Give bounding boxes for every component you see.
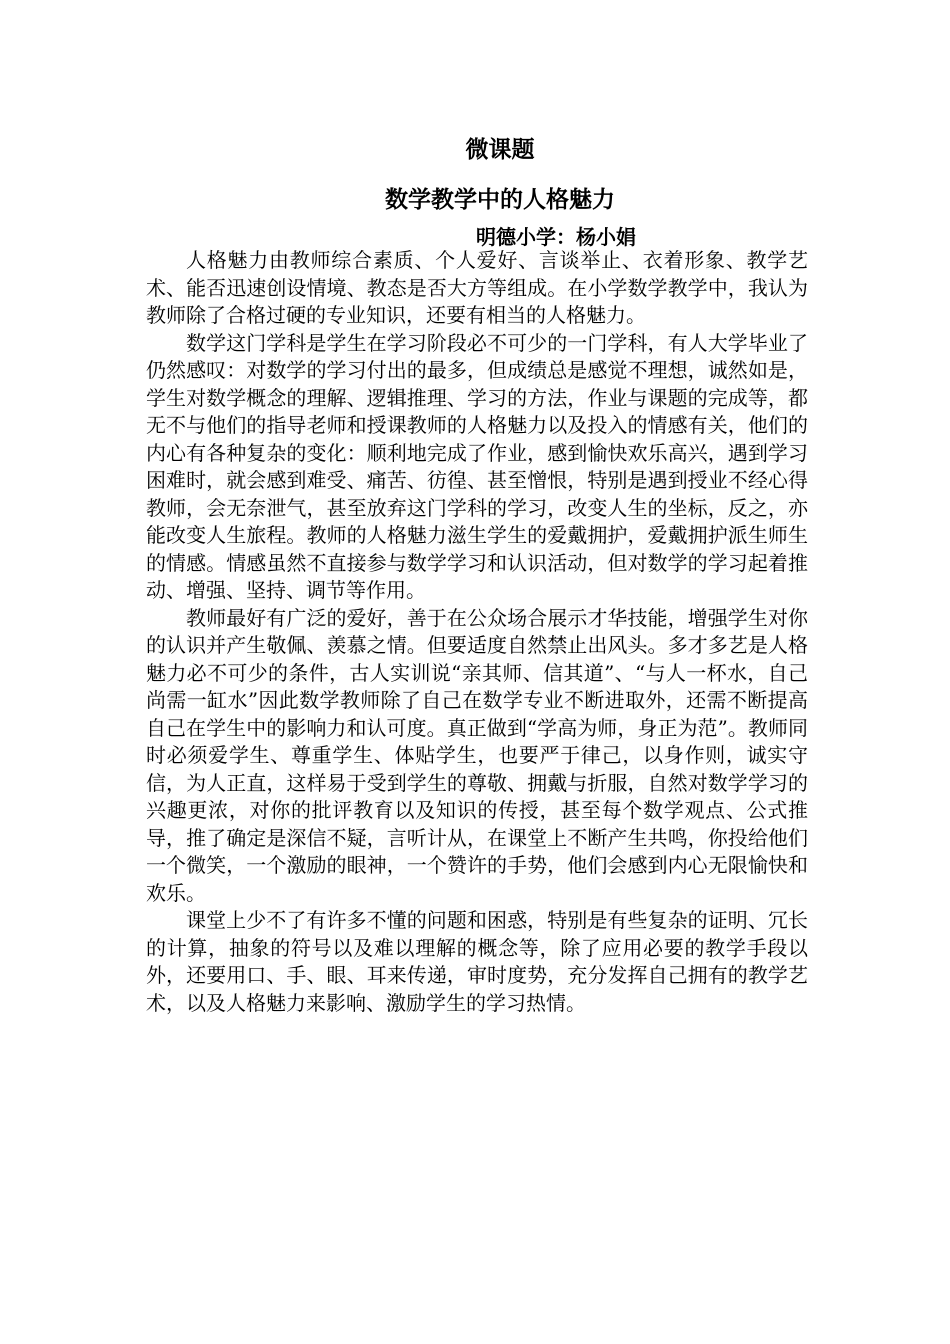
body-paragraph: 人格魅力由教师综合素质、个人爱好、言谈举止、衣着形象、教学艺术、能否迅速创设情境、教态是否大方等组成。在小学数学教学中，我认为教师除了合格过硬的专业知识，还要有相当的人格魅力。 [146, 248, 808, 327]
document-title: 微课题 [465, 136, 535, 163]
document-author: 明德小学：杨小娟 [476, 225, 636, 249]
document-body [146, 247, 808, 1017]
body-paragraph: 数学这门学科是学生在学习阶段必不可少的一门学科，有人大学毕业了仍然感叹：对数学的学习付出的最多，但成绩总是感觉不理想，诚然如是，学生对数学概念的理解、逻辑推理、学习的方法，作业与课题的完成等，都无不与他们的指导老师和授课教师的人格魅力以及投入的情感有关，他们的内心有各种复杂的变化：顺利地完成了作业，感到愉快欢乐高兴，遇到学习困难时，就会感到难受、痛苦、彷徨、甚至憎恨，特别是遇到授业不经心得教师，会无奈泄气，甚至放弃这门学科的学习，改变人生的坐标，反之，亦能改变人生旅程。教师的人格魅力滋生学生的爱戴拥护，爱戴拥护派生师生的情感。情感虽然不直接参与数学学习和认识活动，但对数学的学习起着推动、增强、坚持、调节等作用。 [146, 330, 808, 602]
body-paragraph: 课堂上少不了有许多不懂的问题和困惑，特别是有些复杂的证明、冗长的计算，抽象的符号以及难以理解的概念等，除了应用必要的教学手段以外，还要用口、手、眼、耳来传递，审时度势，充分发挥自己拥有的教学艺术，以及人格魅力来影响、激励学生的学习热情。 [146, 908, 808, 1015]
document-subtitle: 数学教学中的人格魅力 [385, 186, 615, 213]
body-paragraph: 教师最好有广泛的爱好，善于在公众场合展示才华技能，增强学生对你的认识并产生敬佩、羡慕之情。但要适度自然禁止出风头。多才多艺是人格魅力必不可少的条件，古人实训说“亲其师、信其道”、“与人一杯水，自己尚需一缸水”因此数学教师除了自己在数学专业不断进取外，还需不断提高自己在学生中的影响力和认可度。真正做到“学高为师，身正为范”。教师同时必须爱学生、尊重学生、体贴学生，也要严于律己，以身作则，诚实守信，为人正直，这样易于受到学生的尊敬、拥戴与折服，自然对数学学习的兴趣更浓，对你的批评教育以及知识的传授，甚至每个数学观点、公式推导，推了确定是深信不疑，言听计从，在课堂上不断产生共鸣，你投给他们一个微笑，一个激励的眼神，一个赞许的手势，他们会感到内心无限愉快和欢乐。 [146, 605, 808, 905]
